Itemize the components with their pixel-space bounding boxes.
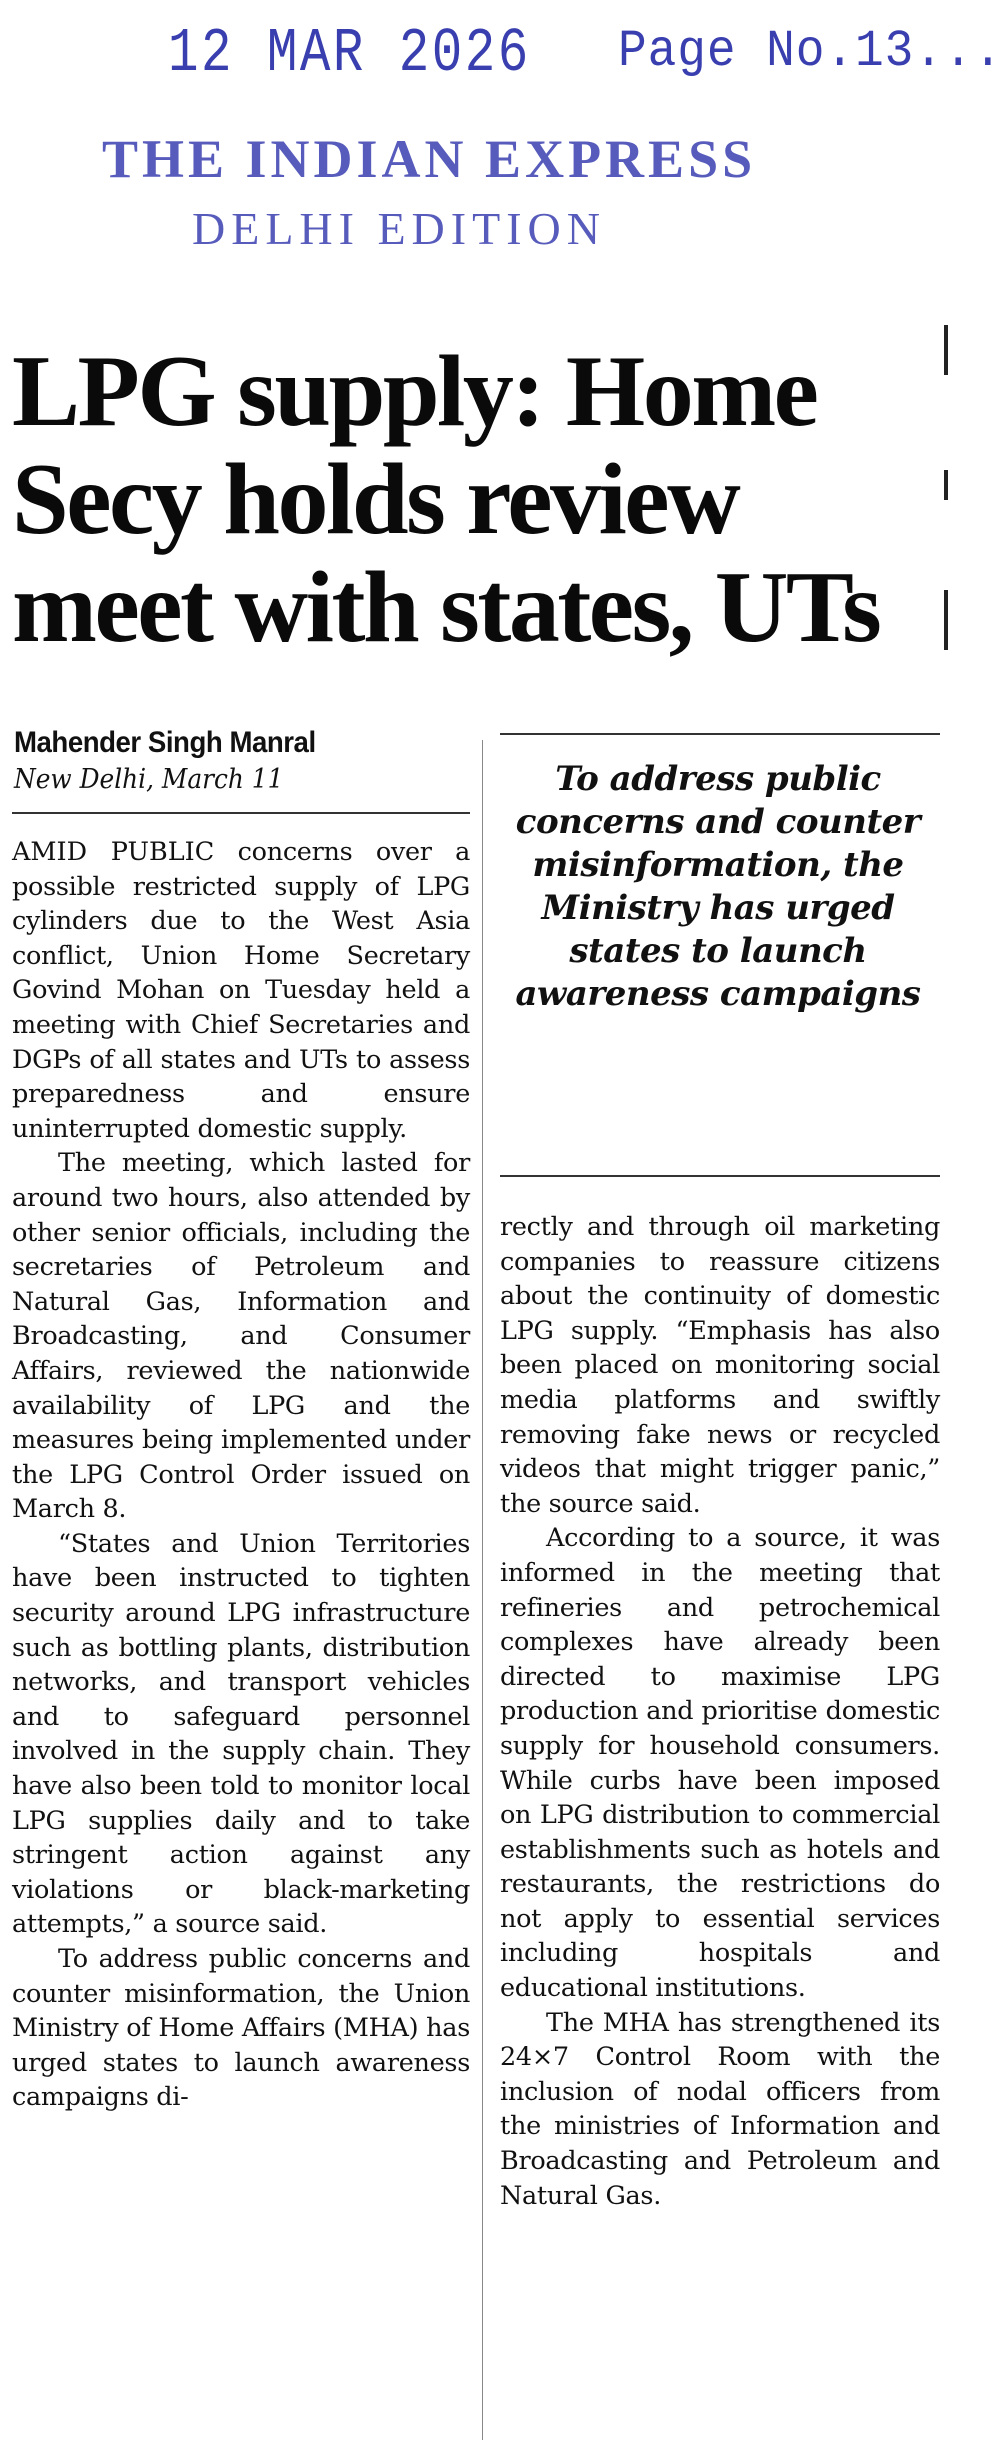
headline-line-3: meet with states, UTs [12, 551, 880, 664]
article-column-2 [500, 1210, 940, 2213]
paragraph: To address public concerns and counter misinformation, the Union Ministry of Home Affairs (MHA) has urged states to launch awareness campaigns di- [12, 1944, 470, 2113]
stamp-page-number: Page No.13... [618, 22, 1003, 81]
stamp-edition: DELHI EDITION [192, 203, 606, 254]
headline-line-1: LPG supply: Home [12, 335, 817, 448]
paragraph: The meeting, which lasted for around two hours, also attended by other senior officials, including the secretaries of Petroleum and Natural Gas, Information and Broadcasting, and Consumer Affairs, reviewed the nationwide availability of LPG and the measures being implemented under the LPG Control Order issued on March 8. [12, 1148, 470, 1525]
stamp-newspaper-name: THE INDIAN EXPRESS [102, 129, 757, 189]
byline: Mahender Singh Manral [14, 726, 316, 759]
headline [12, 335, 942, 664]
paragraph-text: concerns over a possible restricted supply of LPG cylinders due to the West Asia conflict, Union Home Secretary Govind Mohan on Tuesday held a meeting with Chief Secretaries and DGPs of all states and UTs to assess preparedness and ensure uninterrupted domestic supply. [12, 837, 470, 1144]
margin-mark [944, 325, 948, 375]
paragraph: “States and Union Territories have been instructed to tighten security around LPG infrastructure such as bottling plants, distribution networks, and transport vehicles and to safeguard personnel involved in the supply chain. They have also been told to monitor local LPG supplies daily and to take stringent action against any violations or black-marketing attempts,” a source said. [12, 1528, 470, 1940]
paragraph [12, 835, 470, 1146]
stamp-date: 12 MAR 2026 [168, 18, 531, 89]
paragraph: According to a source, it was informed in the meeting that refineries and petrochemical complexes have already been directed to maximise LPG production and prioritise domestic supply for household consumers. While curbs have been imposed on LPG distribution to commercial establishments such as hotels and restaurants, the restrictions do not apply to essential services including hospitals and educational institutions. [500, 1523, 940, 2004]
lead-words: AMID PUBLIC [12, 837, 215, 867]
article-column-1 [12, 835, 470, 2115]
pullquote-bottom-rule [500, 1175, 940, 1177]
pull-quote: To address public concerns and counter misinformation, the Ministry has urged states to launch awareness campaigns [515, 759, 921, 1014]
headline-line-2: Secy holds review [12, 443, 739, 556]
byline-rule [12, 812, 470, 814]
column-divider [482, 740, 483, 2440]
paragraph: The MHA has strengthened its 24×7 Control Room with the inclusion of nodal officers from the ministries of Information and Broadcasting and Petroleum and Natural Gas. [500, 2007, 940, 2211]
pullquote-top-rule [500, 733, 940, 735]
margin-mark [944, 590, 948, 650]
dateline: New Delhi, March 11 [14, 764, 284, 795]
paragraph: rectly and through oil marketing companies to reassure citizens about the continuity of domestic LPG supply. “Emphasis has also been placed on monitoring social media platforms and swiftly removing fake news or recycled videos that might trigger panic,” the source said. [500, 1212, 940, 1519]
margin-mark [944, 470, 948, 500]
